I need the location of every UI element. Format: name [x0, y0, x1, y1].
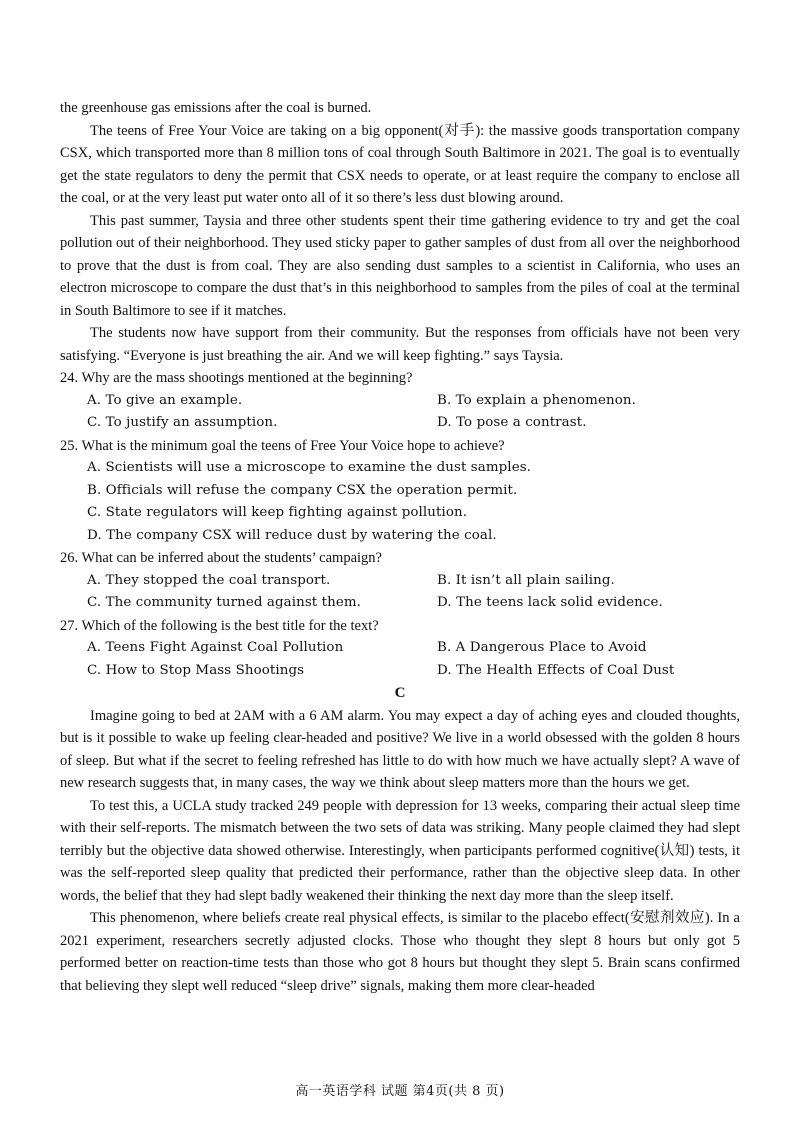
option-c: C. To justify an assumption. — [87, 415, 278, 430]
page-content — [60, 97, 740, 997]
option-row — [60, 480, 740, 503]
option-c: C. How to Stop Mass Shootings — [87, 662, 305, 678]
option-b: B. To explain a phenomenon. — [437, 392, 636, 408]
option-d: D. The Health Effects of Coal Dust — [437, 662, 675, 678]
option-d: D. The company CSX will reduce dust by watering the coal. — [87, 527, 497, 543]
passage-b-paragraph: The teens of Free Your Voice are taking on a big opponent(对手): the massive goods transportation company CSX, which transported more than 8 million tons of coal through South Baltimore in 2021. The goal is to eventually get the state regulators to deny the permit that CSX needs to operate, or at least require the company to enclose all the coal, or at the very least put water onto all of it so there’s less dust blowing around. — [60, 122, 740, 206]
question-26 — [60, 547, 740, 615]
passage-b-continuation: the greenhouse gas emissions after the coal is burned. — [60, 100, 372, 116]
option-a: A. To give an example. — [87, 392, 243, 408]
option-b: B. A Dangerous Place to Avoid — [437, 640, 647, 655]
question-27 — [60, 615, 740, 683]
question-24 — [60, 367, 740, 435]
option-a: A. Teens Fight Against Coal Pollution — [87, 640, 344, 655]
option-d: D. The teens lack solid evidence. — [437, 595, 663, 610]
passage-c-paragraph: This phenomenon, where beliefs create real physical effects, is similar to the placebo effect(安慰剂效应). In a 2021 experiment, researchers secretly adjusted clocks. Those who thought they slept 8 hours but only got 5 performed better on reaction-time tests than those who got 8 hours but thought they slept 5. Brain scans confirmed that believing they slept well reduced “sleep drive” signals, making them more clear-headed — [60, 910, 740, 994]
option-row — [60, 592, 740, 615]
passage-b-paragraph: This past summer, Taysia and three other students spent their time gathering evidence to try and get the coal pollution out of their neighborhood. They used sticky paper to gather samples of dust from all over the neighborhood to prove that the dust is from coal. They are also sending dust samples to a scientist in California, who uses an electron microscope to compare the dust that’s in this neighborhood to samples from the piles of coal at the terminal in South Baltimore to see if it matches. — [60, 212, 740, 319]
option-row — [60, 637, 740, 660]
option-row — [60, 390, 740, 413]
option-row — [60, 570, 740, 593]
question-stem: 27. Which of the following is the best title for the text? — [60, 617, 379, 634]
option-b: B. Officials will refuse the company CSX the operation permit. — [87, 482, 518, 498]
option-a: A. Scientists will use a microscope to examine the dust samples. — [87, 460, 532, 475]
option-c: C. The community turned against them. — [87, 595, 362, 610]
question-25 — [60, 435, 740, 548]
option-c: C. State regulators will keep fighting against pollution. — [87, 505, 468, 520]
option-a: A. They stopped the coal transport. — [87, 572, 331, 588]
question-stem: 24. Why are the mass shootings mentioned at the beginning? — [60, 370, 413, 386]
passage-b-paragraph: The students now have support from their community. But the responses from officials have not been very satisfying. “Everyone is just breathing the air. And we will keep fighting.” says Taysia. — [60, 325, 740, 364]
question-stem: 25. What is the minimum goal the teens of Free Your Voice hope to achieve? — [60, 437, 505, 454]
page-footer: 高一英语学科 试题 第4页(共 8 页) — [295, 1084, 505, 1099]
option-d: D. To pose a contrast. — [437, 415, 587, 430]
option-row — [60, 457, 740, 480]
section-heading-c: C — [394, 685, 406, 701]
option-row — [60, 660, 740, 683]
passage-c-paragraph: To test this, a UCLA study tracked 249 people with depression for 13 weeks, comparing their actual sleep time with their self-reports. The mismatch between the two sets of data was striking. Many people claimed they had slept terribly but the objective data showed otherwise. Interestingly, when participants performed cognitive(认知) tests, it was the self-reported sleep quality that predicted their performance, rather than the objective sleep data. In other words, the belief that they had slept badly weakened their thinking the next day more than the sleep itself. — [60, 797, 740, 904]
option-row — [60, 525, 740, 548]
passage-c-paragraph: Imagine going to bed at 2AM with a 6 AM alarm. You may expect a day of aching eyes and clouded thoughts, but is it possible to wake up feeling clear-headed and positive? We live in a world obsessed with the golden 8 hours of sleep. But what if the secret to feeling refreshed has little to do with how much we have actually slept? A wave of new research suggests that, in many cases, the way we think about sleep matters more than the hours we get. — [60, 707, 740, 791]
option-b: B. It isn’t all plain sailing. — [437, 572, 615, 588]
option-row — [60, 502, 740, 525]
option-row — [60, 412, 740, 435]
question-stem: 26. What can be inferred about the students’ campaign? — [60, 550, 382, 566]
